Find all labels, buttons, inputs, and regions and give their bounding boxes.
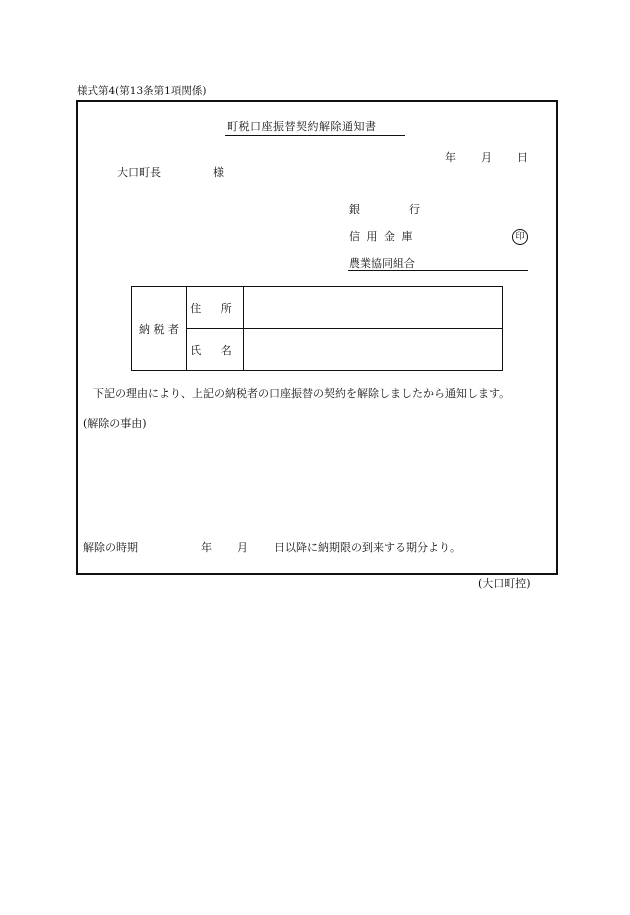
signature-line	[348, 270, 528, 271]
taxpayer-header: 納 税 者	[132, 287, 187, 371]
address-label: 住 所	[187, 287, 244, 329]
recipient-honorific: 様	[213, 166, 224, 179]
shinkin-label: 信 用 金 庫	[349, 230, 414, 243]
office-copy-label: (大口町控)	[478, 577, 531, 590]
taxpayer-table	[131, 286, 503, 371]
notice-text: 下記の理由により、上記の納税者の口座振替の契約を解除しましたから通知します。	[93, 387, 511, 400]
bank-label: 銀	[349, 203, 360, 216]
document-title: 町税口座振替契約解除通知書	[227, 120, 377, 133]
cancellation-year: 年	[201, 541, 212, 554]
form-reference: 様式第4(第13条第1項関係)	[77, 85, 207, 97]
date-month: 月	[481, 151, 492, 164]
bank-suffix-label: 行	[409, 203, 420, 216]
name-label: 氏 名	[187, 329, 244, 371]
cancellation-month: 月	[237, 541, 248, 554]
title-underline	[225, 135, 405, 136]
name-field[interactable]	[244, 329, 503, 371]
address-field[interactable]	[244, 287, 503, 329]
cancellation-text: 日以降に納期限の到来する期分より。	[274, 541, 461, 554]
date-year: 年	[445, 151, 456, 164]
reason-label: (解除の事由)	[83, 417, 147, 430]
nokyo-label: 農業協同組合	[349, 257, 415, 270]
cancellation-label: 解除の時期	[83, 541, 138, 554]
recipient-name: 大口町長	[117, 166, 161, 179]
seal-icon: 印	[512, 229, 528, 245]
date-day: 日	[517, 151, 528, 164]
